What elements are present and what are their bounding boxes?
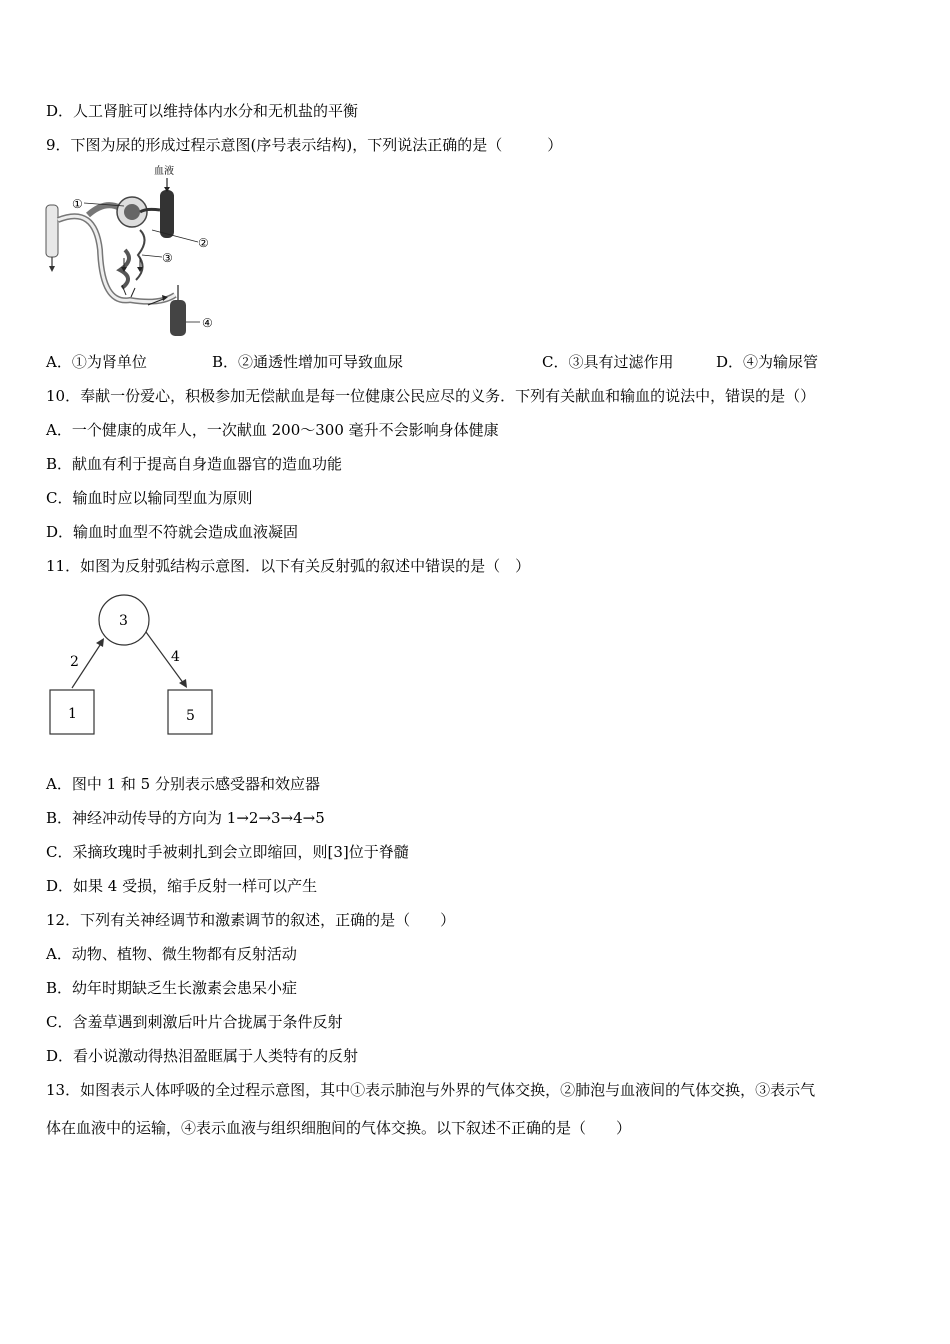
- q12-option-a: A．动物、植物、微生物都有反射活动: [46, 945, 297, 963]
- q12-option-d: D．看小说激动得热泪盈眶属于人类特有的反射: [46, 1047, 359, 1065]
- q10-stem: 10．奉献一份爱心，积极参加无偿献血是每一位健康公民应尽的义务．下列有关献血和输血的说法中，错误的是（）: [46, 387, 816, 405]
- q10-option-a: A．一个健康的成年人，一次献血 200～300 毫升不会影响身体健康: [46, 421, 499, 439]
- q11-option-b: B．神经冲动传导的方向为 1→2→3→4→5: [46, 809, 325, 827]
- q13-stem-line-2: 体在血液中的运输，④表示血液与组织细胞间的气体交换。以下叙述不正确的是（ ）: [46, 1119, 632, 1137]
- q11-label-4: 4: [171, 649, 180, 665]
- q11-stem: 11．如图为反射弧结构示意图．以下有关反射弧的叙述中错误的是（ ）: [46, 557, 531, 575]
- q11-label-2: 2: [70, 654, 79, 670]
- q10-option-c: C．输血时应以输同型血为原则: [46, 489, 253, 507]
- q11-option-a: A．图中 1 和 5 分别表示感受器和效应器: [46, 775, 320, 793]
- q9-stem: 9．下图为尿的形成过程示意图(序号表示结构)，下列说法正确的是（ ）: [46, 136, 563, 154]
- q11-reflex-arc-figure: [40, 590, 225, 745]
- q9-label-blood: 血液: [154, 166, 174, 177]
- q9-label-1: ①: [72, 197, 83, 211]
- q9-option-a: A．①为肾单位: [46, 353, 147, 371]
- q11-label-3: 3: [119, 613, 128, 629]
- q11-label-1: 1: [68, 706, 77, 722]
- q11-label-5: 5: [186, 708, 195, 724]
- q11-option-c: C．采摘玫瑰时手被刺扎到会立即缩回，则[3]位于脊髓: [46, 843, 409, 861]
- q11-option-d: D．如果 4 受损，缩手反射一样可以产生: [46, 877, 318, 895]
- q9-label-2: ②: [198, 236, 209, 250]
- q12-option-c: C．含羞草遇到刺激后叶片合拢属于条件反射: [46, 1013, 343, 1031]
- q13-stem-line-1: 13．如图表示人体呼吸的全过程示意图，其中①表示肺泡与外界的气体交换，②肺泡与血液间的气体交换，③表示气: [46, 1081, 816, 1099]
- q9-label-3: ③: [162, 251, 173, 265]
- q10-option-b: B．献血有利于提高自身造血器官的造血功能: [46, 455, 343, 473]
- q10-option-d: D．输血时血型不符就会造成血液凝固: [46, 523, 299, 541]
- q9-option-b: B．②通透性增加可导致血尿: [212, 353, 404, 371]
- q9-urine-formation-figure: [40, 160, 230, 345]
- q9-options: [46, 352, 906, 374]
- q8-option-d: D．人工肾脏可以维持体内水分和无机盐的平衡: [46, 102, 359, 120]
- q9-option-d: D．④为输尿管: [716, 353, 819, 371]
- q12-stem: 12．下列有关神经调节和激素调节的叙述，正确的是（ ）: [46, 911, 456, 929]
- q9-label-4: ④: [202, 316, 213, 330]
- q9-option-c: C．③具有过滤作用: [542, 353, 674, 371]
- q12-option-b: B．幼年时期缺乏生长激素会患呆小症: [46, 979, 298, 997]
